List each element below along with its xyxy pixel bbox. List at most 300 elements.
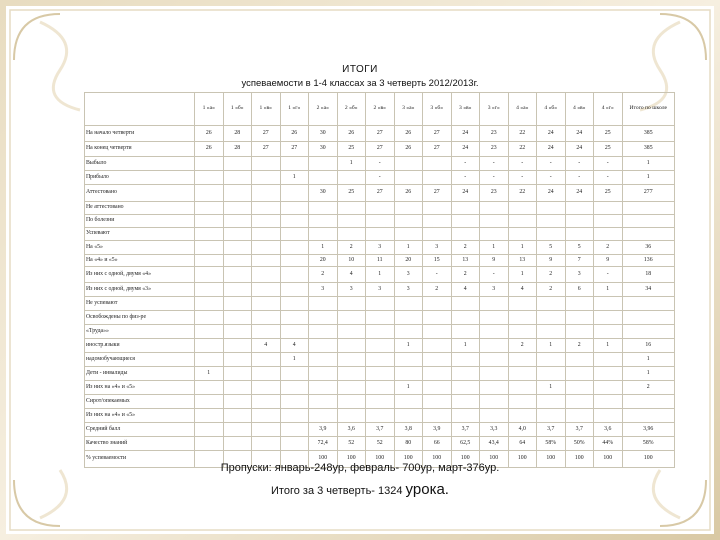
table-cell: 18 xyxy=(622,267,675,283)
table-cell: 3,9 xyxy=(423,423,452,437)
table-cell xyxy=(394,202,423,215)
table-cell xyxy=(252,409,281,423)
table-cell: 27 xyxy=(252,126,281,142)
row-label: Не аттестовано xyxy=(85,202,195,215)
table-cell xyxy=(508,367,537,381)
table-cell xyxy=(480,367,509,381)
table-cell: 58% xyxy=(622,437,675,451)
table-cell xyxy=(394,353,423,367)
table-row xyxy=(85,202,675,215)
table-cell xyxy=(423,228,452,241)
table-cell: 1 xyxy=(508,241,537,255)
table-cell xyxy=(423,395,452,409)
table-cell xyxy=(195,297,224,311)
table-cell: 22 xyxy=(508,142,537,157)
total-line xyxy=(0,481,720,498)
table-cell: 2 xyxy=(565,339,594,353)
table-cell: - xyxy=(451,171,480,185)
table-cell xyxy=(451,409,480,423)
table-cell: 24 xyxy=(537,185,566,202)
table-cell xyxy=(622,202,675,215)
table-cell: 22 xyxy=(508,126,537,142)
table-cell: 1 xyxy=(622,353,675,367)
table-cell xyxy=(223,241,252,255)
table-cell: 3,3 xyxy=(480,423,509,437)
column-header: 1 «в» xyxy=(252,93,281,126)
table-cell: 1 xyxy=(622,367,675,381)
table-cell xyxy=(423,381,452,395)
table-cell: 100 xyxy=(480,451,509,468)
table-cell: 66 xyxy=(423,437,452,451)
table-cell xyxy=(223,423,252,437)
table-cell: 2 xyxy=(309,267,338,283)
table-cell xyxy=(394,325,423,339)
column-header: 3 «в» xyxy=(451,93,480,126)
table-cell xyxy=(537,325,566,339)
table-cell: 1 xyxy=(537,339,566,353)
table-cell xyxy=(594,325,623,339)
table-cell xyxy=(565,297,594,311)
table-cell: 44% xyxy=(594,437,623,451)
table-cell xyxy=(594,395,623,409)
table-cell: 4 xyxy=(451,283,480,297)
table-cell: 1 xyxy=(622,171,675,185)
table-cell: 9 xyxy=(537,255,566,267)
table-cell xyxy=(394,311,423,325)
table-cell: 30 xyxy=(309,126,338,142)
table-row xyxy=(85,353,675,367)
row-label: На конец четверти xyxy=(85,142,195,157)
table-cell xyxy=(195,423,224,437)
row-label: Аттестовано xyxy=(85,185,195,202)
table-cell xyxy=(223,157,252,171)
table-cell xyxy=(337,409,366,423)
table-cell: 20 xyxy=(309,255,338,267)
table-cell xyxy=(309,339,338,353)
table-cell: 3 xyxy=(366,241,395,255)
table-row xyxy=(85,367,675,381)
table-cell xyxy=(337,353,366,367)
table-cell xyxy=(366,297,395,311)
table-cell xyxy=(423,171,452,185)
table-cell xyxy=(508,395,537,409)
table-cell xyxy=(309,325,338,339)
table-cell xyxy=(223,395,252,409)
table-cell: 24 xyxy=(451,126,480,142)
table-cell: 4,0 xyxy=(508,423,537,437)
table-cell xyxy=(252,215,281,228)
table-cell xyxy=(594,202,623,215)
table-row xyxy=(85,381,675,395)
table-cell: 1 xyxy=(366,267,395,283)
table-cell xyxy=(594,353,623,367)
table-cell: 3 xyxy=(565,267,594,283)
row-label: «Труда»» xyxy=(85,325,195,339)
table-row xyxy=(85,395,675,409)
table-cell: 26 xyxy=(195,126,224,142)
table-cell: - xyxy=(508,157,537,171)
table-cell xyxy=(423,353,452,367)
column-header: Итого по школе xyxy=(622,93,675,126)
table-cell xyxy=(252,255,281,267)
table-cell: 3 xyxy=(423,241,452,255)
table-cell: 4 xyxy=(337,267,366,283)
table-cell xyxy=(451,367,480,381)
table-cell xyxy=(594,228,623,241)
table-cell xyxy=(195,339,224,353)
table-cell xyxy=(195,157,224,171)
table-cell xyxy=(309,215,338,228)
table-cell xyxy=(537,215,566,228)
table-cell xyxy=(223,409,252,423)
table-cell: - xyxy=(366,157,395,171)
table-cell xyxy=(451,311,480,325)
table-cell: 20 xyxy=(394,255,423,267)
row-label: Прибыло xyxy=(85,171,195,185)
page-subtitle: успеваемости в 1-4 классах за 3 четверть 2012/2013г. xyxy=(241,78,479,89)
table-cell: 24 xyxy=(565,142,594,157)
table-cell xyxy=(366,353,395,367)
table-cell xyxy=(451,297,480,311)
table-cell xyxy=(223,297,252,311)
table-row xyxy=(85,283,675,297)
row-label: Сирот/опекаемых xyxy=(85,395,195,409)
table-cell: 24 xyxy=(451,185,480,202)
table-cell xyxy=(223,367,252,381)
table-cell: 13 xyxy=(508,255,537,267)
table-cell xyxy=(565,228,594,241)
table-cell xyxy=(594,297,623,311)
table-cell: 5 xyxy=(565,241,594,255)
table-cell xyxy=(337,325,366,339)
table-cell xyxy=(394,297,423,311)
table-cell: 27 xyxy=(423,185,452,202)
table-cell: 2 xyxy=(537,267,566,283)
table-cell xyxy=(280,157,309,171)
table-cell: 13 xyxy=(451,255,480,267)
table-cell xyxy=(195,381,224,395)
table-cell: 2 xyxy=(451,241,480,255)
table-cell: 100 xyxy=(366,451,395,468)
row-label: Не успевают xyxy=(85,297,195,311)
table-cell: 100 xyxy=(537,451,566,468)
table-cell xyxy=(451,395,480,409)
table-cell: 2 xyxy=(594,241,623,255)
table-cell: 52 xyxy=(366,437,395,451)
table-cell xyxy=(337,297,366,311)
table-cell xyxy=(451,228,480,241)
table-cell: - xyxy=(366,171,395,185)
table-cell xyxy=(508,381,537,395)
table-cell xyxy=(366,381,395,395)
table-cell: - xyxy=(565,171,594,185)
table-cell xyxy=(337,311,366,325)
table-cell xyxy=(423,311,452,325)
table-cell xyxy=(223,185,252,202)
table-cell: 24 xyxy=(537,126,566,142)
table-cell: 1 xyxy=(280,171,309,185)
total-line-text: Итого за 3 четверть- 1324 xyxy=(271,485,406,497)
table-cell xyxy=(195,437,224,451)
table-cell: 64 xyxy=(508,437,537,451)
table-cell: - xyxy=(451,157,480,171)
table-cell: 34 xyxy=(622,283,675,297)
row-label: Освобождены по физ-ре xyxy=(85,311,195,325)
table-cell: - xyxy=(565,157,594,171)
table-cell xyxy=(252,171,281,185)
table-cell xyxy=(508,215,537,228)
table-cell xyxy=(366,228,395,241)
table-cell xyxy=(537,297,566,311)
table-cell xyxy=(280,423,309,437)
table-cell: 9 xyxy=(480,255,509,267)
table-cell xyxy=(366,395,395,409)
table-cell xyxy=(337,215,366,228)
row-label: Успевают xyxy=(85,228,195,241)
table-cell: 24 xyxy=(537,142,566,157)
table-cell xyxy=(280,267,309,283)
table-cell: 72,4 xyxy=(309,437,338,451)
table-cell xyxy=(252,367,281,381)
table-cell: 100 xyxy=(508,451,537,468)
table-cell: 80 xyxy=(394,437,423,451)
table-cell xyxy=(252,228,281,241)
table-cell xyxy=(280,202,309,215)
table-cell xyxy=(451,215,480,228)
table-cell xyxy=(252,437,281,451)
table-cell xyxy=(565,395,594,409)
table-cell xyxy=(537,202,566,215)
table-cell: 100 xyxy=(309,451,338,468)
table-cell: 27 xyxy=(366,142,395,157)
table-cell xyxy=(223,283,252,297)
column-header: 2 «а» xyxy=(309,93,338,126)
table-cell xyxy=(537,311,566,325)
table-row xyxy=(85,157,675,171)
table-cell xyxy=(480,409,509,423)
table-cell: 3,8 xyxy=(394,423,423,437)
row-label: % успеваемости xyxy=(85,451,195,468)
table-cell: 26 xyxy=(195,142,224,157)
table-cell: 3,7 xyxy=(366,423,395,437)
row-label: надомобучающиеся xyxy=(85,353,195,367)
table-cell xyxy=(309,311,338,325)
table-row xyxy=(85,255,675,267)
row-label: Из них на «4» и «5» xyxy=(85,409,195,423)
table-cell: - xyxy=(480,171,509,185)
table-cell: 27 xyxy=(366,185,395,202)
table-cell xyxy=(394,157,423,171)
table-cell: 11 xyxy=(366,255,395,267)
table-cell xyxy=(223,311,252,325)
table-cell xyxy=(366,409,395,423)
table-cell: 30 xyxy=(309,142,338,157)
table-cell xyxy=(423,157,452,171)
column-header: 1 «б» xyxy=(223,93,252,126)
table-cell: 1 xyxy=(394,241,423,255)
table-cell: 3,6 xyxy=(337,423,366,437)
table-cell: 4 xyxy=(508,283,537,297)
table-cell xyxy=(394,367,423,381)
table-cell: 1 xyxy=(480,241,509,255)
table-cell: 2 xyxy=(508,339,537,353)
table-row xyxy=(85,267,675,283)
table-row xyxy=(85,228,675,241)
row-label: Из них с одной, двумя «4» xyxy=(85,267,195,283)
table-cell: 62,5 xyxy=(451,437,480,451)
table-cell xyxy=(280,215,309,228)
table-cell: 1 xyxy=(537,381,566,395)
column-header: 3 «а» xyxy=(394,93,423,126)
table-cell xyxy=(195,241,224,255)
table-cell xyxy=(622,311,675,325)
column-header: 1 «г» xyxy=(280,93,309,126)
table-cell xyxy=(537,409,566,423)
table-cell xyxy=(280,325,309,339)
table-cell xyxy=(280,381,309,395)
table-cell: 3,96 xyxy=(622,423,675,437)
table-cell: 2 xyxy=(537,283,566,297)
table-cell: 15 xyxy=(423,255,452,267)
table-cell xyxy=(366,202,395,215)
table-cell: 26 xyxy=(394,142,423,157)
table-cell: 385 xyxy=(622,142,675,157)
table-cell xyxy=(480,353,509,367)
table-cell xyxy=(223,202,252,215)
table-cell xyxy=(480,228,509,241)
table-cell xyxy=(537,395,566,409)
table-cell xyxy=(223,215,252,228)
table-cell xyxy=(280,228,309,241)
row-label: Качество знаний xyxy=(85,437,195,451)
table-cell: 27 xyxy=(280,142,309,157)
table-cell xyxy=(195,283,224,297)
table-cell xyxy=(337,202,366,215)
table-cell xyxy=(537,228,566,241)
table-cell xyxy=(423,409,452,423)
table-cell: 1 xyxy=(594,283,623,297)
table-cell xyxy=(223,325,252,339)
table-cell xyxy=(195,202,224,215)
table-cell: 26 xyxy=(337,126,366,142)
table-cell xyxy=(508,297,537,311)
table-cell: 28 xyxy=(223,126,252,142)
table-cell xyxy=(480,339,509,353)
table-cell xyxy=(280,185,309,202)
table-cell xyxy=(195,255,224,267)
table-cell: 3 xyxy=(366,283,395,297)
table-cell xyxy=(508,409,537,423)
table-cell: 23 xyxy=(480,142,509,157)
table-cell: 24 xyxy=(565,185,594,202)
table-cell xyxy=(394,228,423,241)
table-cell xyxy=(309,381,338,395)
row-label: иностр.языки xyxy=(85,339,195,353)
table-cell xyxy=(195,395,224,409)
table-cell xyxy=(252,311,281,325)
table-cell: 3 xyxy=(309,283,338,297)
table-cell: 24 xyxy=(565,126,594,142)
table-cell xyxy=(594,311,623,325)
table-cell xyxy=(337,395,366,409)
table-cell: 4 xyxy=(252,339,281,353)
table-cell: 25 xyxy=(594,142,623,157)
table-cell: 36 xyxy=(622,241,675,255)
table-cell: 25 xyxy=(594,126,623,142)
table-cell xyxy=(252,297,281,311)
table-cell: 9 xyxy=(594,255,623,267)
table-cell xyxy=(423,202,452,215)
table-cell: 3,9 xyxy=(309,423,338,437)
table-cell: 28 xyxy=(223,142,252,157)
table-cell: - xyxy=(594,157,623,171)
table-cell xyxy=(280,283,309,297)
table-cell xyxy=(565,353,594,367)
table-cell xyxy=(309,157,338,171)
table-cell xyxy=(565,367,594,381)
table-cell xyxy=(337,228,366,241)
table-cell xyxy=(252,283,281,297)
table-cell: 100 xyxy=(394,451,423,468)
table-cell: 1 xyxy=(195,367,224,381)
table-cell xyxy=(537,353,566,367)
table-cell: 1 xyxy=(337,157,366,171)
table-header-row xyxy=(85,93,675,126)
table-cell: 10 xyxy=(337,255,366,267)
table-cell: 52 xyxy=(337,437,366,451)
table-cell: 3 xyxy=(394,267,423,283)
table-cell xyxy=(565,325,594,339)
table-cell xyxy=(366,367,395,381)
table-cell xyxy=(394,395,423,409)
total-line-word: урока. xyxy=(405,481,449,498)
table-cell: 27 xyxy=(366,126,395,142)
table-cell xyxy=(309,297,338,311)
table-cell: 2 xyxy=(423,283,452,297)
table-cell: 6 xyxy=(565,283,594,297)
table-cell xyxy=(565,409,594,423)
table-cell: 23 xyxy=(480,126,509,142)
table-cell xyxy=(252,423,281,437)
column-header: 3 «г» xyxy=(480,93,509,126)
table-cell: 136 xyxy=(622,255,675,267)
table-cell: 1 xyxy=(394,339,423,353)
table-cell: 1 xyxy=(594,339,623,353)
table-cell: - xyxy=(537,171,566,185)
table-cell xyxy=(280,395,309,409)
table-cell xyxy=(252,267,281,283)
column-header: 4 «а» xyxy=(508,93,537,126)
table-cell xyxy=(223,353,252,367)
table-cell: 3,6 xyxy=(594,423,623,437)
table-cell: 50% xyxy=(565,437,594,451)
table-row xyxy=(85,437,675,451)
row-label: Из них с одной, двумя «3» xyxy=(85,283,195,297)
table-cell xyxy=(622,409,675,423)
table-cell xyxy=(252,202,281,215)
table-cell: - xyxy=(594,171,623,185)
table-cell xyxy=(622,325,675,339)
table-cell: - xyxy=(423,267,452,283)
table-cell xyxy=(195,185,224,202)
table-cell: 100 xyxy=(594,451,623,468)
table-cell: 100 xyxy=(423,451,452,468)
table-cell: 100 xyxy=(337,451,366,468)
page-title: ИТОГИ xyxy=(342,64,378,75)
table-cell: 22 xyxy=(508,185,537,202)
table-cell xyxy=(423,367,452,381)
table-cell xyxy=(622,297,675,311)
